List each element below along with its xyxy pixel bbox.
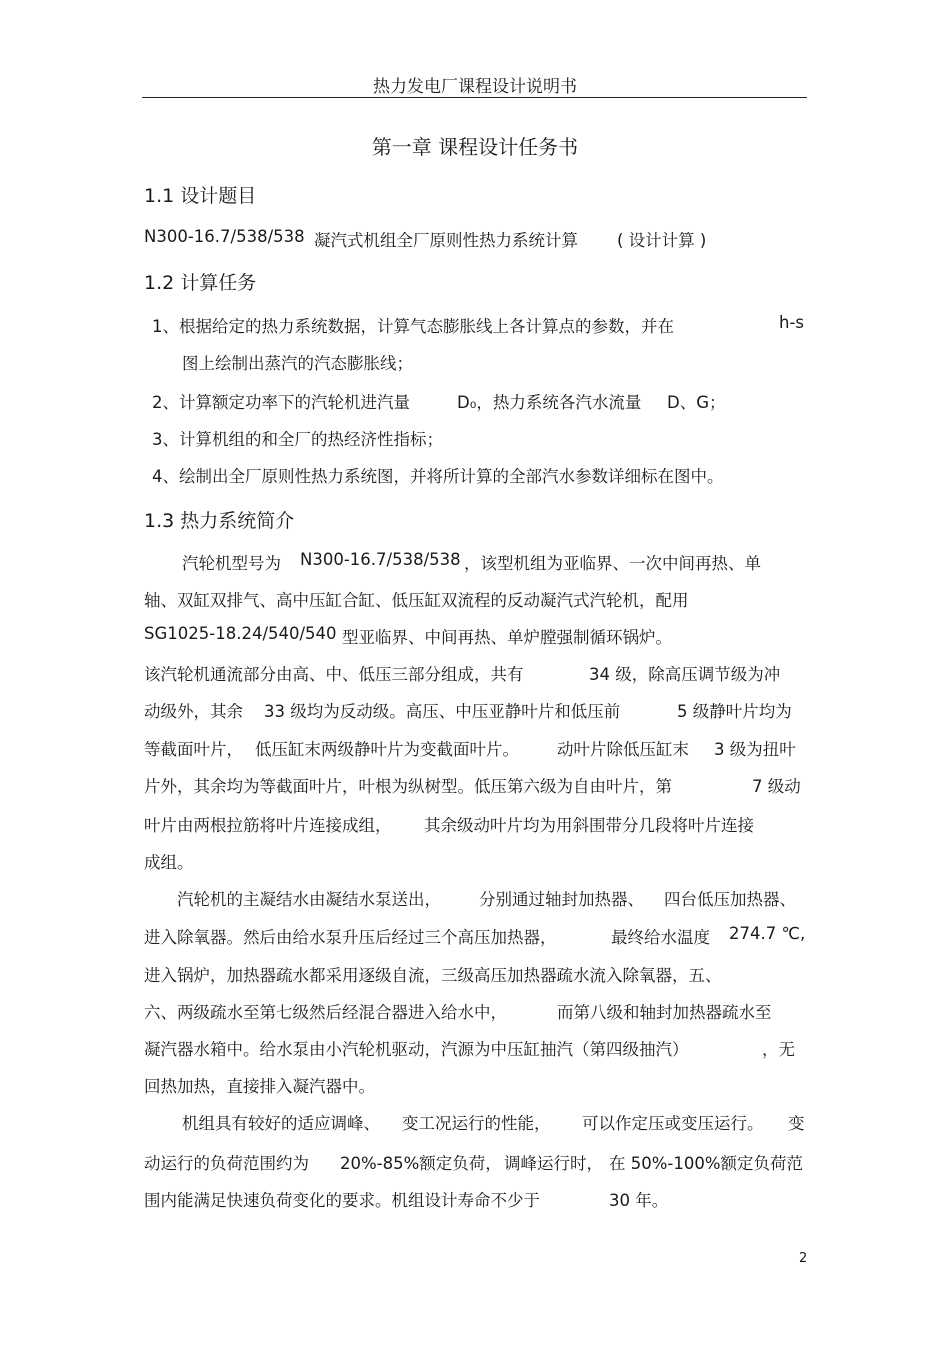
body-text: ，无 (762, 1040, 795, 1059)
body-text: 该汽轮机通流部分由高、中、低压三部分组成，共有 (144, 665, 524, 684)
section-heading-1-2: 1.2 计算任务 (144, 272, 257, 294)
body-text: N300-16.7/538/538 (300, 550, 461, 569)
body-text: 机组具有较好的适应调峰、 (182, 1114, 380, 1133)
body-text: 5 级静叶片均为 (677, 702, 792, 721)
chapter-title: 第一章 课程设计任务书 (371, 135, 579, 159)
section-heading-1-1: 1.1 设计题目 (144, 185, 257, 207)
body-text: 274.7 ℃, (729, 924, 806, 943)
body-text: 进入除氧器。然后由给水泵升压后经过三个高压加热器， (144, 928, 557, 947)
task-item-4: 4、绘制出全厂原则性热力系统图，并将所计算的全部汽水参数详细标在图中。 (152, 467, 724, 486)
body-text: 汽轮机的主凝结水由凝结水泵送出， (177, 890, 441, 909)
topic-title: 凝汽式机组全厂原则性热力系统计算 (314, 231, 578, 250)
body-text: 20%-85%额定负荷， (340, 1154, 502, 1173)
topic-model: N300-16.7/538/538 (144, 227, 305, 246)
body-text: 可以作定压或变压运行。 (582, 1114, 764, 1133)
body-text: 轴、双缸双排气、高中压缸合缸、低压缸双流程的反动凝汽式汽轮机，配用 (144, 591, 689, 610)
body-text: 回热加热，直接排入凝汽器中。 (144, 1077, 375, 1096)
body-text: 7 级动 (752, 777, 801, 796)
body-text: 33 级均为反动级。高压、中压亚静叶片和低压前 (264, 702, 621, 721)
body-text: 3 级为扭叶 (714, 740, 796, 759)
body-text: 叶片由两根拉筋将叶片连接成组， (144, 816, 392, 835)
section-heading-1-3: 1.3 热力系统简介 (144, 510, 295, 532)
body-text: 动运行的负荷范围约为 (144, 1154, 309, 1173)
body-text: 片外，其余均为等截面叶片，叶根为纵树型。低压第六级为自由叶片，第 (144, 777, 672, 796)
body-text: SG1025-18.24/540/540 (144, 624, 337, 643)
task-item-1-hs: h-s (779, 313, 805, 332)
body-text: ，该型机组为亚临界、一次中间再热、单 (464, 554, 761, 573)
body-text: 最终给水温度 (611, 928, 710, 947)
body-text: 动级外，其余 (144, 702, 243, 721)
body-text: 变 (788, 1114, 805, 1133)
body-text: 30 年。 (609, 1191, 669, 1210)
body-text: 等截面叶片， (144, 740, 243, 759)
body-text: 型亚临界、中间再热、单炉膛强制循环锅炉。 (342, 628, 672, 647)
task-item-2-b: D₀，热力系统各汽水流量 (457, 393, 642, 412)
task-item-2-c: D、G； (667, 393, 726, 412)
task-item-1-cont: 图上绘制出蒸汽的汽态膨胀线； (182, 354, 413, 373)
task-item-1: 1、根据给定的热力系统数据，计算气态膨胀线上各计算点的参数，并在 (152, 317, 674, 336)
body-text: 围内能满足快速负荷变化的要求。机组设计寿命不少于 (144, 1191, 540, 1210)
header-rule (142, 97, 807, 98)
body-text: 在 50%-100%额定负荷范 (609, 1154, 804, 1173)
page-number: 2 (799, 1251, 808, 1266)
body-text: 分别通过轴封加热器、 (479, 890, 644, 909)
running-header: 热力发电厂课程设计说明书 (373, 77, 577, 97)
body-text: 四台低压加热器、 (664, 890, 796, 909)
body-text: 变工况运行的性能， (402, 1114, 551, 1133)
body-text: 调峰运行时， (504, 1154, 603, 1173)
body-text: 六、两级疏水至第七级然后经混合器进入给水中， (144, 1003, 507, 1022)
body-text: 34 级，除高压调节级为冲 (589, 665, 781, 684)
task-item-2: 2、计算额定功率下的汽轮机进汽量 (152, 393, 410, 412)
body-text: 凝汽器水箱中。给水泵由小汽轮机驱动，汽源为中压缸抽汽（第四级抽汽） (144, 1040, 689, 1059)
body-text: 进入锅炉，加热器疏水都采用逐级自流，三级高压加热器疏水流入除氧器，五、 (144, 966, 722, 985)
body-text: 低压缸末两级静叶片为变截面叶片。 (255, 740, 519, 759)
body-text: 其余级动叶片均为用斜围带分几段将叶片连接 (424, 816, 754, 835)
topic-note: ( 设计计算 ) (617, 231, 707, 250)
body-text: 成组。 (144, 853, 194, 872)
body-text: 而第八级和轴封加热器疏水至 (557, 1003, 772, 1022)
body-text: 汽轮机型号为 (182, 554, 281, 573)
body-text: 动叶片除低压缸末 (557, 740, 689, 759)
task-item-3: 3、计算机组的和全厂的热经济性指标； (152, 430, 443, 449)
